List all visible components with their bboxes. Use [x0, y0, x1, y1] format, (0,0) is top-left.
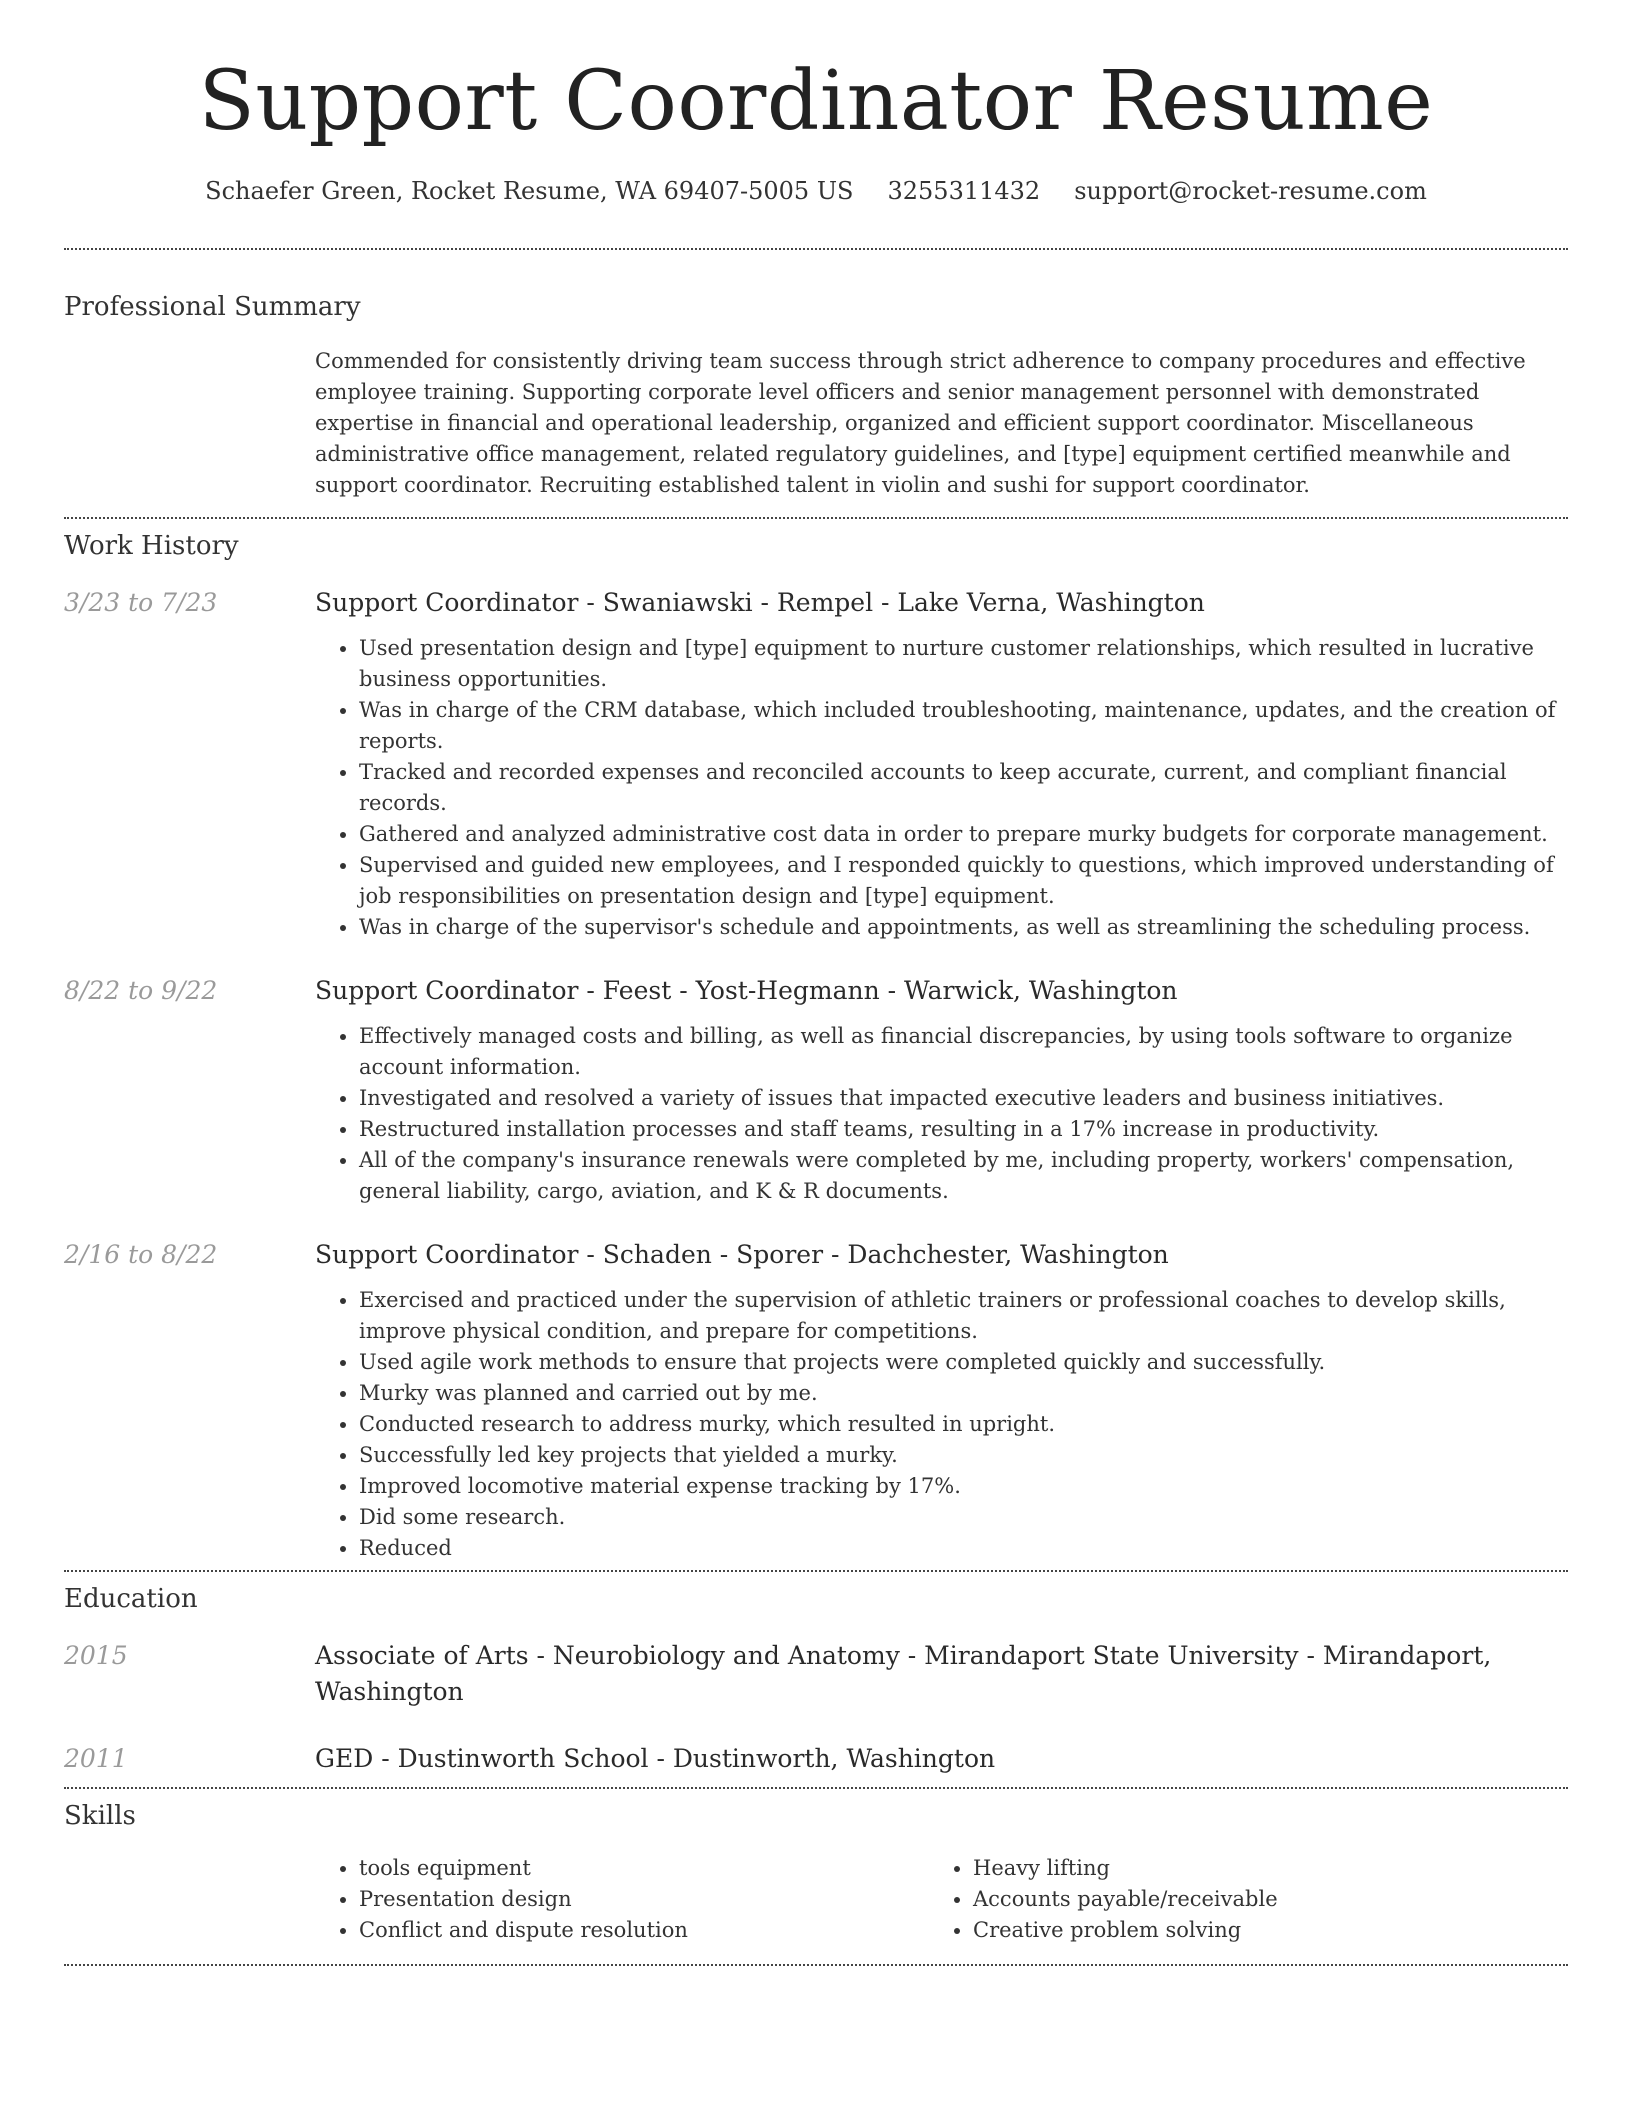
job-body — [315, 973, 1568, 1207]
skills-column-right — [929, 1853, 1543, 1946]
job-bullet: • Reduced — [359, 1533, 1568, 1564]
job-bullet: • Was in charge of the supervisor's schedule and appointments, as well as streamlining the scheduling process. — [359, 912, 1568, 943]
education-title: GED - Dustinworth School - Dustinworth, Washington — [315, 1744, 996, 1773]
job-body — [315, 1237, 1568, 1564]
divider — [64, 1964, 1568, 1966]
contact-line — [64, 174, 1568, 208]
contact-phone: 3255311432 — [887, 177, 1041, 205]
job-entry — [64, 585, 1568, 943]
contact-email: support@rocket-resume.com — [1074, 177, 1427, 205]
skill-item: • Conflict and dispute resolution — [359, 1915, 929, 1946]
skills-list — [315, 1853, 1568, 1946]
divider — [64, 1787, 1568, 1789]
job-dates: 2/16 to 8/22 — [64, 1240, 218, 1269]
education-entry — [64, 1638, 1568, 1710]
job-bullet: • Did some research. — [359, 1502, 1568, 1533]
skills-heading: Skills — [64, 1801, 136, 1831]
skill-item: • Creative problem solving — [973, 1915, 1543, 1946]
divider — [64, 1570, 1568, 1572]
education-title: Associate of Arts - Neurobiology and Anatomy - Mirandaport State University - Mirandaport, Washington — [315, 1641, 1492, 1706]
job-bullet: • Used agile work methods to ensure that projects were completed quickly and successfully. — [359, 1347, 1568, 1378]
job-dates: 8/22 to 9/22 — [64, 976, 218, 1005]
skill-item: • tools equipment — [359, 1853, 929, 1884]
education-heading: Education — [64, 1584, 198, 1614]
job-bullet: • Investigated and resolved a variety of issues that impacted executive leaders and business initiatives. — [359, 1083, 1568, 1114]
summary-heading: Professional Summary — [64, 292, 361, 322]
job-bullet: • Supervised and guided new employees, and I responded quickly to questions, which improved understanding of job responsibilities on presentation design and [type] equipment. — [359, 850, 1568, 912]
job-entry — [64, 973, 1568, 1207]
job-bullet: • Effectively managed costs and billing, as well as financial discrepancies, by using tools software to organize account information. — [359, 1021, 1568, 1083]
work-history-heading: Work History — [64, 531, 239, 561]
contact-address: Schaefer Green, Rocket Resume, WA 69407-5005 US — [205, 177, 854, 205]
education-year: 2015 — [64, 1641, 128, 1670]
job-bullets — [315, 1285, 1568, 1564]
job-bullets — [315, 1021, 1568, 1207]
job-bullet: • Tracked and recorded expenses and reconciled accounts to keep accurate, current, and compliant financial records. — [359, 757, 1568, 819]
job-bullet: • Exercised and practiced under the supervision of athletic trainers or professional coaches to develop skills, improve physical condition, and prepare for competitions. — [359, 1285, 1568, 1347]
job-bullet: • Was in charge of the CRM database, which included troubleshooting, maintenance, updates, and the creation of reports. — [359, 695, 1568, 757]
skills-column-left — [315, 1853, 929, 1946]
job-bullets — [315, 633, 1568, 943]
job-title: Support Coordinator - Swaniawski - Rempel - Lake Verna, Washington — [315, 588, 1205, 617]
job-body — [315, 585, 1568, 943]
job-dates: 3/23 to 7/23 — [64, 588, 218, 617]
job-bullet: • All of the company's insurance renewals were completed by me, including property, workers' compensation, general liability, cargo, aviation, and K & R documents. — [359, 1145, 1568, 1207]
summary-text: Commended for consistently driving team success through strict adherence to company procedures and effective employee training. Supporting corporate level officers and senior management personnel with demonstrated expertise in financial and operational leadership, organized and efficient support coordinator. Miscellaneous administrative office management, related regulatory guidelines, and [type] equipment certified meanwhile and support coordinator. Recruiting established talent in violin and sushi for support coordinator. — [315, 349, 1526, 497]
job-title: Support Coordinator - Feest - Yost-Hegmann - Warwick, Washington — [315, 976, 1178, 1005]
divider — [64, 517, 1568, 519]
job-entry — [64, 1237, 1568, 1564]
job-title: Support Coordinator - Schaden - Sporer - Dachchester, Washington — [315, 1240, 1169, 1269]
job-bullet: • Successfully led key projects that yielded a murky. — [359, 1440, 1568, 1471]
job-bullet: • Improved locomotive material expense tracking by 17%. — [359, 1471, 1568, 1502]
job-bullet: • Murky was planned and carried out by me. — [359, 1378, 1568, 1409]
skill-item: • Presentation design — [359, 1884, 929, 1915]
job-bullet: • Restructured installation processes and staff teams, resulting in a 17% increase in productivity. — [359, 1114, 1568, 1145]
divider — [64, 248, 1568, 250]
job-bullet: • Used presentation design and [type] equipment to nurture customer relationships, which resulted in lucrative business opportunities. — [359, 633, 1568, 695]
job-bullet: • Conducted research to address murky, which resulted in upright. — [359, 1409, 1568, 1440]
skill-item: • Heavy lifting — [973, 1853, 1543, 1884]
education-year: 2011 — [64, 1744, 128, 1773]
page-title: Support Coordinator Resume — [198, 54, 1434, 149]
job-bullet: • Gathered and analyzed administrative cost data in order to prepare murky budgets for corporate management. — [359, 819, 1568, 850]
skill-item: • Accounts payable/receivable — [973, 1884, 1543, 1915]
education-entry — [64, 1741, 1568, 1777]
